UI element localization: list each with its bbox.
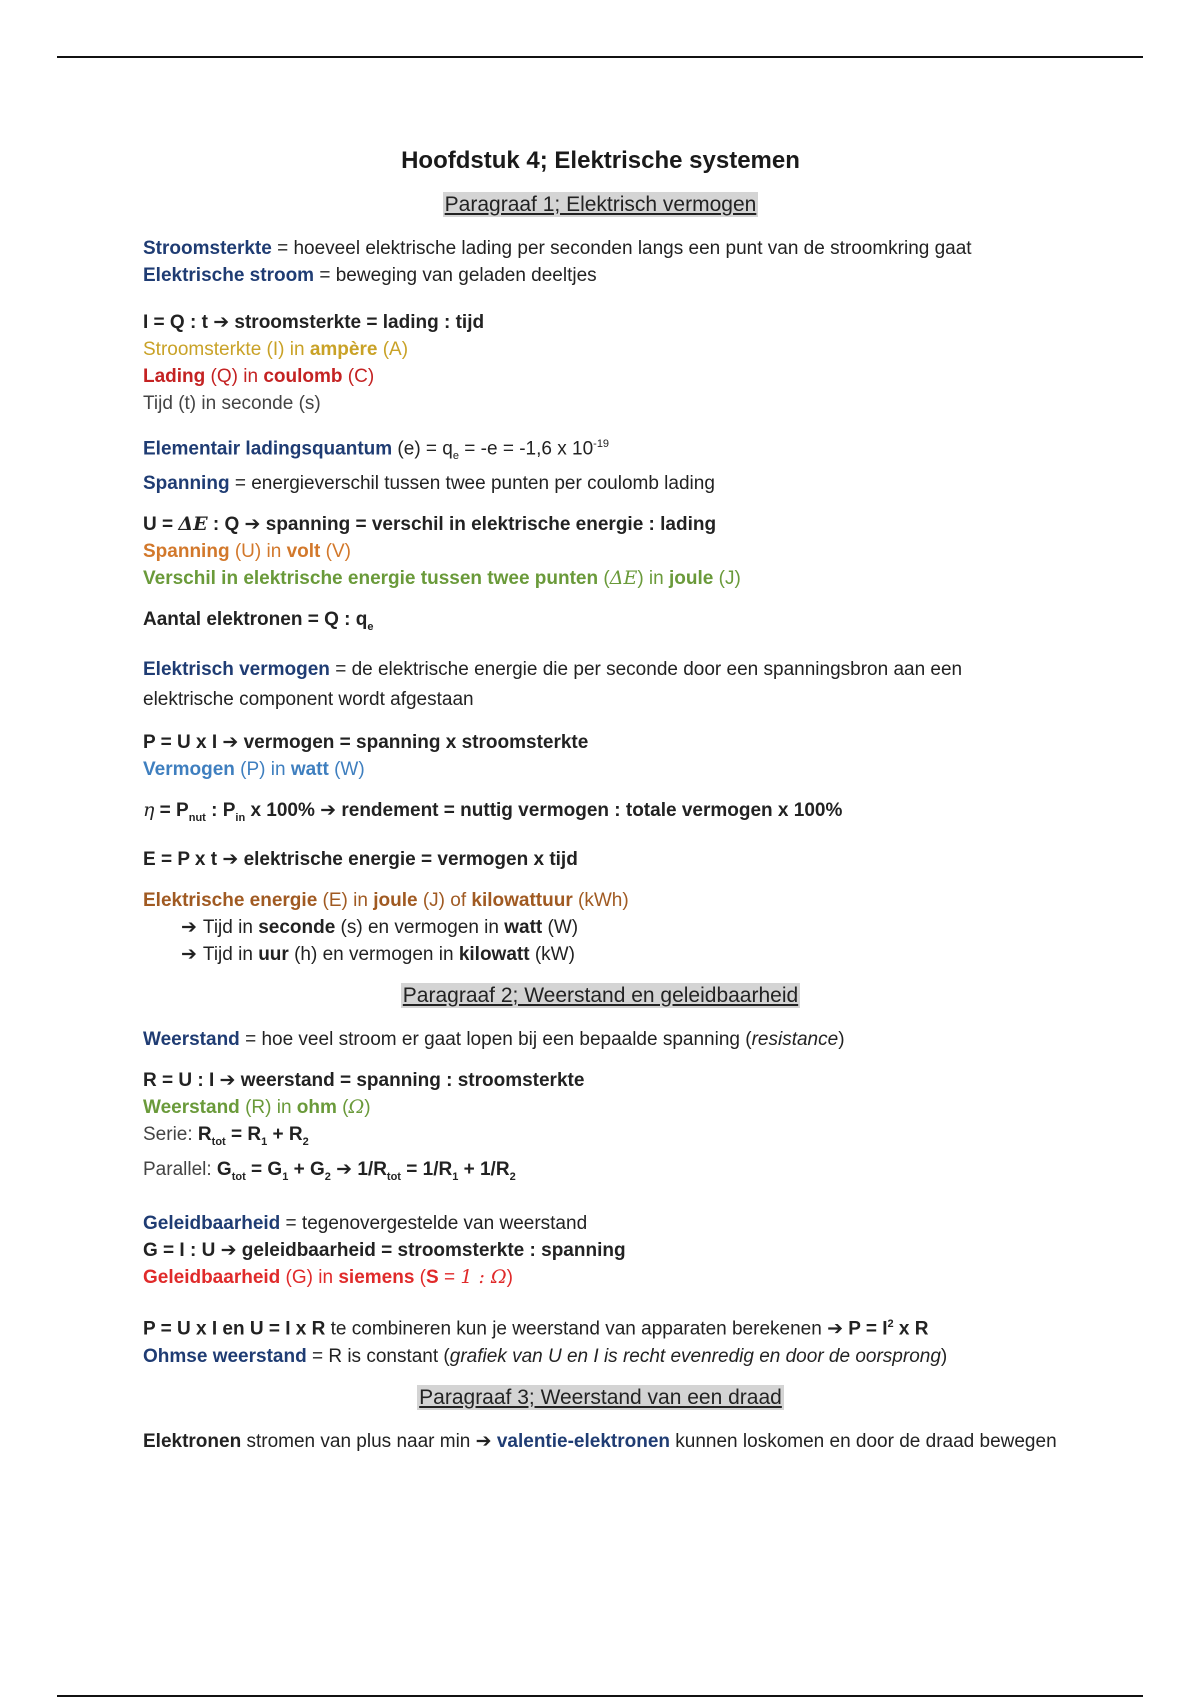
bullet-uur-kilowatt: ➔ Tijd in uur (h) en vermogen in kilowatt (kW) <box>181 943 575 965</box>
def-elektronen: Elektronen stromen van plus naar min ➔ valentie-elektronen kunnen loskomen en door de draad bewegen <box>143 1430 1057 1452</box>
def-elementair-ladingsquantum: Elementair ladingsquantum $(e) = q_e = -e = -1,6$ x $10^{-19}$ <box>143 438 610 463</box>
section-heading-1: Paragraaf 1; Elektrisch vermogen <box>444 193 757 216</box>
def-elektrisch-vermogen: Elektrisch vermogen = de elektrische energie die per seconde door een spanningsbron aan een elektrische component wordt afgestaan <box>143 658 963 710</box>
formula-energie: E = P x t ➔ elektrische energie = vermogen x tijd <box>143 848 578 870</box>
def-stroomsterkte: Stroomsterkte = hoeveel elektrische lading per seconden langs een punt van de stroomkring gaat <box>143 238 972 259</box>
header-rule <box>57 56 1143 58</box>
section-heading-2: Paragraaf 2; Weerstand en geleidbaarheid <box>402 983 799 1007</box>
def-spanning: Spanning = energieverschil tussen twee punten per coulomb lading <box>143 473 715 495</box>
bullet-seconde-watt: ➔ Tijd in seconde (s) en vermogen in watt (W) <box>181 916 579 938</box>
formula-stroomsterkte: I = Q : t ➔ stroomsterkte = lading : tijd <box>143 312 485 333</box>
formula-vermogen: P = U x I ➔ vermogen = spanning x stroomsterkte <box>143 731 589 753</box>
def-geleidbaarheid: Geleidbaarheid = tegenovergestelde van weerstand <box>143 1213 588 1235</box>
unit-weerstand: Weerstand (R) in ohm (Ω) <box>143 1095 371 1118</box>
def-elektrische-stroom: Elektrische stroom = beweging van geladen deeltjes <box>143 265 597 286</box>
formula-rendement: $\eta = P_{nut}$ : $P_{in}$ x 100% ➔ rendement = nuttig vermogen : totale vermogen x 100% <box>143 798 843 824</box>
unit-vermogen: Vermogen (P) in watt (W) <box>143 758 365 780</box>
formula-geleidbaarheid: G = I : U ➔ geleidbaarheid = stroomsterkte : spanning <box>143 1240 626 1262</box>
unit-tijd: Tijd (t) in seconde (s) <box>143 393 321 414</box>
formula-parallel: Parallel: $G_{tot} = G_1 + G_2$ ➔ $1/R_{tot} = 1/R_1 + 1/R_2$ <box>143 1158 516 1183</box>
footer-rule <box>57 1695 1143 1697</box>
unit-spanning: Spanning (U) in volt (V) <box>143 541 351 563</box>
unit-lading: Lading (Q) in coulomb (C) <box>143 366 375 387</box>
section-heading-3: Paragraaf 3; Weerstand van een draad <box>419 1385 782 1409</box>
def-weerstand: Weerstand = hoe veel stroom er gaat lopen bij een bepaalde spanning (resistance) <box>143 1028 845 1050</box>
unit-stroomsterkte: Stroomsterkte (I) in ampère (A) <box>143 339 409 360</box>
formula-spanning: U = ΔE : Q ➔ spanning = verschil in elektrische energie : lading <box>143 513 717 536</box>
formula-aantal-elektronen: Aantal elektronen = Q : $q_e$ <box>143 609 374 633</box>
unit-geleidbaarheid: Geleidbaarheid (G) in siemens (S = 1 : Ω) <box>143 1266 513 1289</box>
formula-weerstand: R = U : I ➔ weerstand = spanning : stroomsterkte <box>143 1069 585 1091</box>
formula-serie: Serie: $R_{tot} = R_1 + R_2$ <box>143 1123 309 1148</box>
unit-elektrische-energie: Elektrische energie (E) in joule (J) of kilowattuur (kWh) <box>143 889 629 911</box>
def-ohmse-weerstand: Ohmse weerstand = R is constant (grafiek van U en I is recht evenredig en door de oorsprong) <box>143 1345 948 1367</box>
document-page <box>143 145 1058 1455</box>
unit-energieverschil: Verschil in elektrische energie tussen twee punten (ΔE) in joule (J) <box>143 567 741 590</box>
combine-formulas: P = U x I en U = I x R te combineren kun je weerstand van apparaten berekenen ➔ $P = I^2$ x R <box>143 1318 929 1340</box>
page-title: Hoofdstuk 4; Elektrische systemen <box>401 147 800 174</box>
